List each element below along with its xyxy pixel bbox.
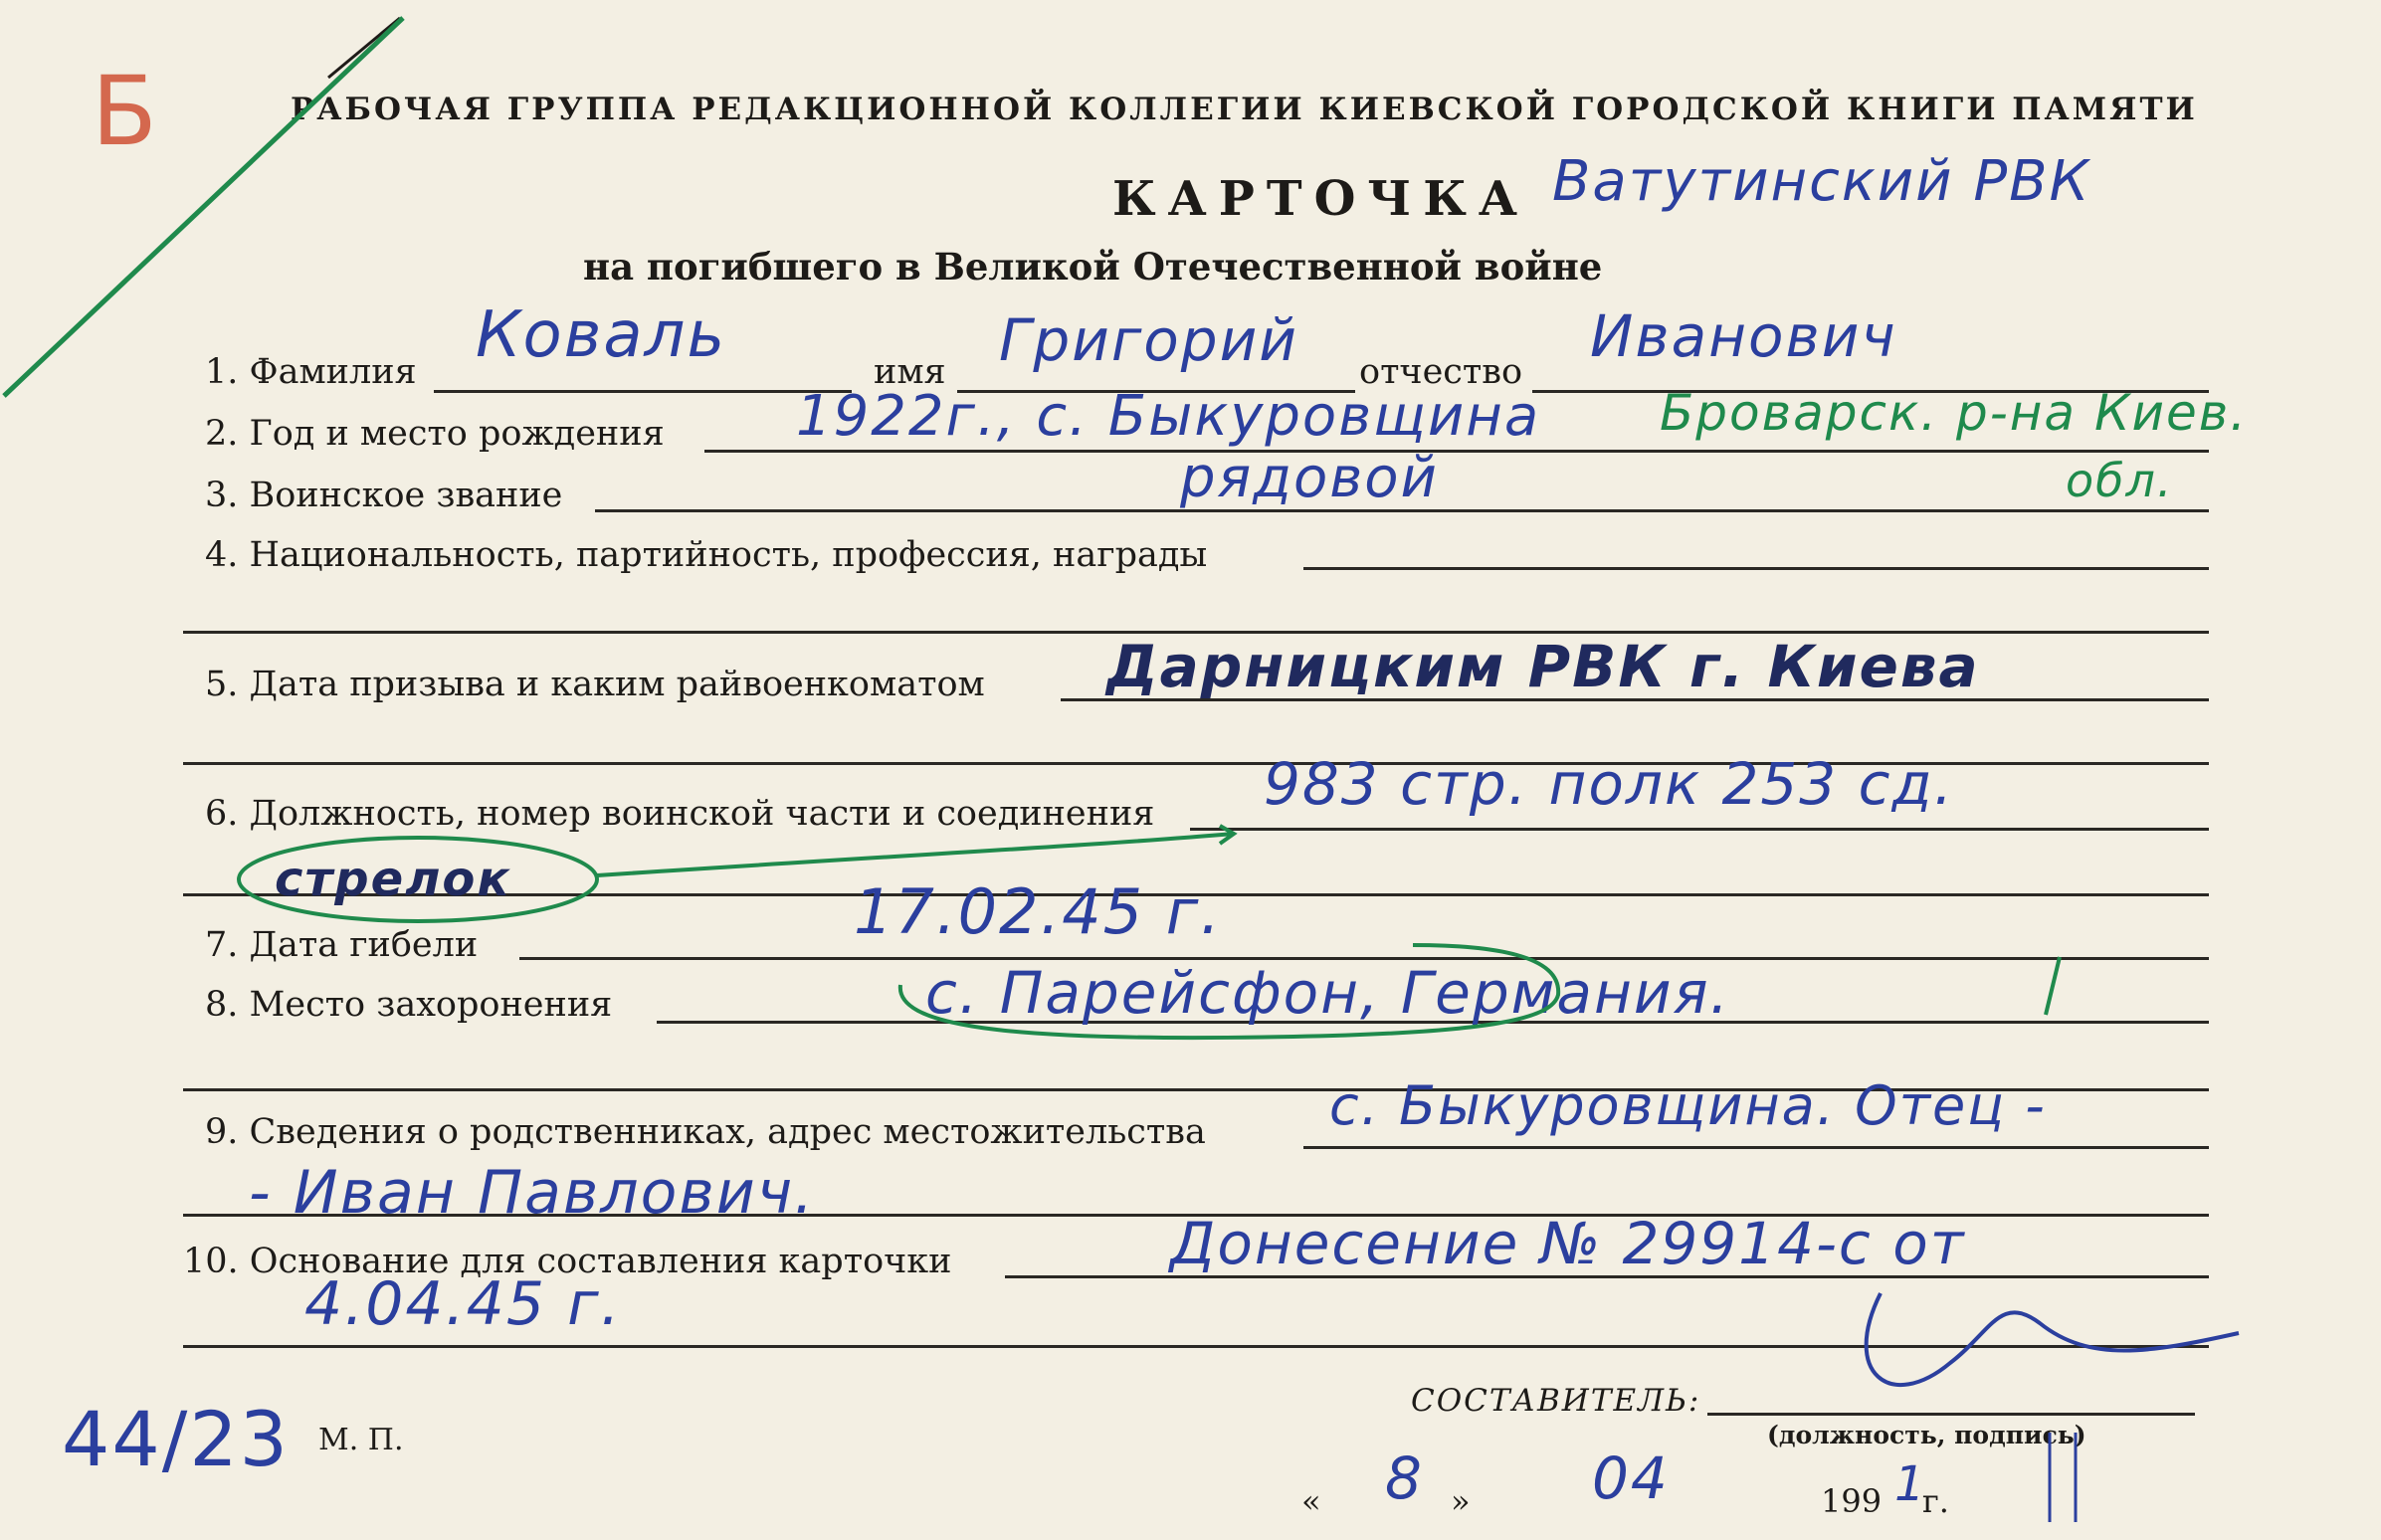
hw-position: стрелок — [275, 852, 511, 907]
hw-basis-2: 4.04.45 г. — [304, 1269, 622, 1339]
hw-draft-office: Дарницким РВК г. Киева — [1106, 633, 1980, 700]
hw-surname: Коваль — [476, 298, 727, 372]
position-arrow — [597, 834, 1234, 875]
field-rank-label: 3. Воинское звание — [205, 476, 563, 515]
hw-year-digit: 1 — [1894, 1456, 1927, 1512]
hw-relatives-1: с. Быкуровщина. Отец - — [1329, 1074, 2047, 1137]
hw-birth-green: Броварск. р-на Киев. — [1660, 384, 2249, 442]
card-subtitle: на погибшего в Великой Отечественной войне — [583, 245, 1603, 289]
card-title: КАРТОЧКА — [1112, 171, 1529, 227]
hw-corner-mark: Б — [92, 56, 159, 167]
year-suffix: г. — [1922, 1482, 1949, 1520]
hw-burial: с. Парейсфон, Германия. — [925, 959, 1730, 1027]
field-nationality-label: 4. Национальность, партийность, профессия, награды — [205, 535, 1208, 575]
field-draft-label: 5. Дата призыва и каким райвоенкоматом — [205, 665, 985, 704]
field-birth-label: 2. Год и место рождения — [205, 414, 665, 454]
hw-signature-day: 8 — [1385, 1444, 1424, 1512]
hw-top-right: Ватутинский РВК — [1552, 149, 2091, 214]
ink-tick — [328, 18, 400, 78]
hw-first-name: Григорий — [999, 306, 1298, 374]
burial-circle — [900, 945, 1558, 1038]
compiler-label: СОСТАВИТЕЛЬ: — [1411, 1383, 1701, 1419]
field-burial-label: 8. Место захоронения — [205, 985, 613, 1025]
hw-basis-1: Донесение № 29914-с от — [1170, 1210, 1966, 1277]
field-basis-label: 10. Основание для составления карточки — [183, 1242, 952, 1281]
compiler-hint: (должность, подпись) — [1767, 1421, 2086, 1449]
hw-signature-month: 04 — [1592, 1444, 1670, 1512]
hw-unit: 983 стр. полк 253 сд. — [1264, 750, 1955, 818]
date-close-quote: » — [1451, 1482, 1471, 1520]
signature-marks — [2050, 1433, 2076, 1522]
signature — [1867, 1293, 2239, 1385]
field-unit-label: 6. Должность, номер воинской части и соединения — [205, 794, 1155, 834]
year-prefix: 199 — [1821, 1482, 1883, 1520]
field-death-label: 7. Дата гибели — [205, 925, 479, 965]
hw-rank: рядовой — [1180, 446, 1439, 510]
field-surname-label: 1. Фамилия — [205, 352, 417, 392]
hw-patronymic: Иванович — [1590, 302, 1897, 370]
field-relatives-label: 9. Сведения о родственниках, адрес местожительства — [205, 1112, 1206, 1152]
hw-birth-line1: 1922г., с. Быкуровщина — [796, 384, 1541, 449]
position-circle — [239, 838, 597, 921]
organization-header: РАБОЧАЯ ГРУППА РЕДАКЦИОННОЙ КОЛЛЕГИИ КИЕВСКОЙ ГОРОДСКОЙ КНИГИ ПАМЯТИ — [291, 92, 2198, 127]
burial-bracket — [2046, 957, 2060, 1015]
hw-birth-green-2: обл. — [2066, 454, 2174, 507]
green-diagonal-stroke — [4, 18, 403, 396]
hw-relatives-2: - Иван Павлович. — [249, 1158, 816, 1228]
field-patronymic-label: отчество — [1359, 352, 1523, 392]
hw-file-number: 44/23 — [62, 1395, 291, 1483]
field-name-label: имя — [874, 352, 946, 392]
hw-death-date: 17.02.45 г. — [854, 875, 1223, 948]
date-open-quote: « — [1301, 1482, 1321, 1520]
seal-label: М. П. — [318, 1423, 404, 1457]
